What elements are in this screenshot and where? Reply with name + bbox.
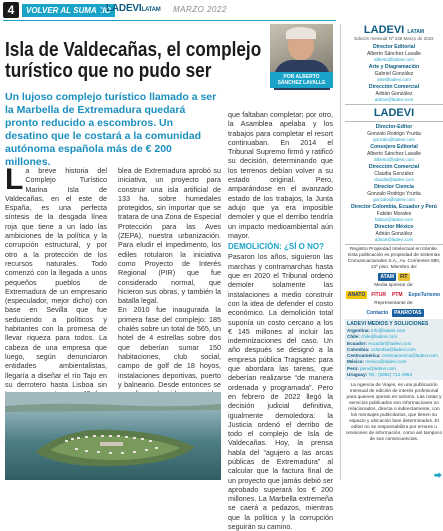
office-row: Chile: chile@ladevi.com xyxy=(347,334,398,340)
staff-role: Dirección Comercial xyxy=(368,164,420,170)
staff-name: Claudia González xyxy=(374,170,414,177)
sponsor-logo: FITUR xyxy=(371,292,386,298)
divider xyxy=(345,104,443,105)
staff-email[interactable]: adrian@ladevi.com xyxy=(374,236,414,242)
column-2-text-b: En 2010 fue inaugurada la primera fase del complejo: 185 chalés sobre un total de 565, un hotel de 4 estrellas sobre dos que deberían sumar 150 habitaciones, club social, campo de golf de 18 hoyos, instalaciones deportivas, puerto y balneario. Desde entonces se xyxy=(118,305,221,389)
staff-email[interactable]: claudia@ladevi.com xyxy=(373,176,415,182)
brand-name: LADEVI xyxy=(106,3,142,14)
legal-notice: Registro Propiedad Intelectual en trámite. Esta publicación es propiedad de Sistemas Comunicacionales S.A., Av. Corrientes 880, 13º piso. Miembro de: xyxy=(347,247,441,270)
staff-name: Alberto Sánchez Lavalle xyxy=(367,50,421,57)
column-2-text: blea de Extremadura aprobó su iniciativa, un proyecto para construir una isla artificial de 133 ha. sobre humedales protegidos, sin importar que se tratara de una Zona de Especial Protección para las Aves (ZEPA), nuestra urbanización. Para eludir el impedimento, los ediles rotularon la iniciativa como Proyecto de Interés Regional (PIR) que fue considerado normal, que hicieron sus obras, y también la batalla legal. xyxy=(118,166,221,306)
representative-label: Representante de: xyxy=(374,301,414,306)
share-icon[interactable]: ⮕ xyxy=(434,471,442,480)
staff-email[interactable]: alberto@ladevi.com xyxy=(374,156,414,162)
divider xyxy=(345,121,443,122)
sidebar-logo xyxy=(345,24,443,36)
column-3-text: que faltaban completar; por otro, la Asamblea apelaba y los trabajos para completar el resort continuaban. En 2014 el Tribunal Supremo firmó y ratificó su decisión, determinando que los terrenos debían volver a su estado original. Pero, amparándose en el avanzado estado de los trabajos, la Junta adujo que ya era imposible demoler y que el derribo tendría un impacto medioambiental aún mayor. xyxy=(228,110,333,240)
staff-role: Consejero Editorial xyxy=(370,144,418,150)
staff-role: Director Editorial xyxy=(372,44,416,50)
staff-role: Dirección Comercial xyxy=(368,84,420,90)
masthead-sidebar xyxy=(340,24,443,480)
rep-logo: PANROTAS xyxy=(394,310,422,316)
staff-name: Alberto Sánchez Lavalle xyxy=(367,150,421,157)
article-title: Isla de Valdecañas, el complejo turístico que no pudo ser xyxy=(5,39,262,82)
header-divider xyxy=(3,20,336,21)
photo-caption: POR ALBERTO SÁNCHEZ LAVALLE xyxy=(270,72,333,88)
office-row: Perú: peru@ladevi.com xyxy=(347,365,396,371)
sponsor-logos xyxy=(345,291,443,299)
staff-name: Gabriel González xyxy=(374,70,414,77)
staff-name: Adrián González xyxy=(375,230,413,237)
disclaimer: La Agencia de Viajes, es una publicación mensual de edición de interés profesional para quienes operan en turismo. Las notas y servicios publicados son informaciones no relacionados, directa o indirectamente, con los mensajes publicitarios, que tienen su espacio y ubicación bien determinados. El editor no se responsabiliza por errores u omisiones de información, como así tampoco de sus consecuencias. xyxy=(345,383,443,443)
staff-role: Director Ciencia xyxy=(374,184,414,190)
author-photo xyxy=(270,24,333,88)
staff-role: Director-Editor xyxy=(375,124,413,130)
sponsor-logo: ANATO xyxy=(347,292,366,298)
staff-name: Fabián Morales xyxy=(376,210,412,217)
office-row: Argentina: info@ladevi.com xyxy=(347,328,406,333)
staff-email[interactable]: adrian@ladevi.com xyxy=(374,96,414,102)
arrow-icon xyxy=(97,4,103,16)
column-1-text: a breve historia del Complejo Turístico Marina Isla de Valdecañas, en el este de España, es una perfecta síntesis de la desgada línea roja que tiene a un lado las ambiciones de la política y la corrupción estructural, y por otro a la protección de los recursos naturales. Todo comenzó con la llegada a unos pequeños pueblos de Extremadura de un empresario (especulador, mejor dicho) con base en Sevilla que fue seduciendo a políticos y habitantes con la promesa de llevar riqueza para todos. La cabeza de una empresa que luego, según denunciaron entidades ambientalistas, llegaría a diseñar el río Tajo en su derrotero hasta Lisboa sin xyxy=(5,166,107,389)
sponsor-logo: ExpoTurismo xyxy=(408,292,441,298)
article-column-3 xyxy=(228,110,333,531)
offices-title: LADEVI MEDIOS Y SOLUCIONES xyxy=(347,321,429,327)
office-row: México: mexico@ladevi.com xyxy=(347,359,407,365)
staff-name: Gonzalo Rodrigo Yrurtia xyxy=(367,130,421,137)
section-heading: DEMOLICIÓN: ¿SÍ O NO? xyxy=(228,242,324,252)
brand-sub: LATAM xyxy=(141,7,161,13)
rep-logos xyxy=(345,309,443,317)
staff-role: Director México xyxy=(374,224,414,230)
back-to-summary-link[interactable]: VOLVER AL SUMARIO xyxy=(22,4,115,17)
dropcap: L xyxy=(5,163,24,196)
sponsor-logo: PTM xyxy=(391,292,403,298)
staff-email[interactable]: arte@ladevi.com xyxy=(377,76,411,82)
staff-name: Gonzalo Rodrigo Yrurtia xyxy=(367,190,421,197)
issue-date: MARZO 2022 xyxy=(173,5,227,14)
office-row: Centroamérica: centroamerica@ladevi.com xyxy=(347,353,438,359)
header-brand xyxy=(106,3,161,14)
staff-name: Adrián González xyxy=(375,90,413,97)
staff-role: Arte y Diagramación xyxy=(368,64,420,70)
article-subtitle: Un lujoso complejo turístico llamado a ser la Marbella de Extremadura quedará pronto reducido a escombros. Un desatino que le costará a la comunidad autónoma española más de € 200 millones. xyxy=(5,91,217,168)
divider xyxy=(345,244,443,245)
sidebar-logo-text: LADEVI xyxy=(363,24,405,36)
member-logos xyxy=(345,273,443,281)
rep-logo: Contacto xyxy=(366,310,389,316)
sidebar-logo-sub: LATAM xyxy=(407,29,425,35)
office-row: Ecuador: ecuador@ladevi.com xyxy=(347,340,412,346)
column-3-text-b: Pasaron los años, siguieron las marchas y contramarchas hasta que en 2020 el Tribunal ordenó demoler solamente las instalaciones a medio construir con la idea de defender el costo económico. La demolición total suponía un costo cercano a los € 145 millones al incluir las indemnizaciones del caso. Un año después se designó a la empresa pública Tragsatec para que abordara las tareas, que deberían realizarse “de manera ordenada y programada”. Pero en febrero de 2022 llegó la decisión judicial definitiva, igualmente demoledora: la Justicia ordenó el derribo de todo el complejo de Isla de Valdecañas. Hoy, la prensa habla del “agujero a las arcas públicas de Extremadura” al calcular que la factura final de un proyecto que jamás debió ser aprobado superará los € 200 millones. La Marbella extremeña se caerá a pedazos, mientras que la política y la corrupción seguirán su camino. xyxy=(228,252,333,531)
staff-email[interactable]: gonzalo@ladevi.com xyxy=(373,136,415,142)
edition-line: Edición mensual Nº 238 Marzo de 2022 xyxy=(354,36,434,41)
sidebar-logo-2: LADEVI xyxy=(373,107,415,119)
office-row: Colombia: colombia@ladevi.com xyxy=(347,346,416,352)
page-number: 4 xyxy=(3,2,19,18)
staff-email[interactable]: gonzalo@ladevi.com xyxy=(373,196,415,202)
staff-role: Director Colombia, Ecuador y Perú xyxy=(351,204,437,210)
media-sponsor-label: Media sponsor de: xyxy=(374,283,414,288)
offices-box xyxy=(345,319,443,380)
member-logo: ATAM xyxy=(380,274,395,280)
member-logo: FIT xyxy=(400,274,408,280)
office-row: Uruguay: Tel.: (5982) 712-4953 xyxy=(347,372,413,378)
aerial-photo xyxy=(5,392,221,480)
staff-email[interactable]: alberto@ladevi.com xyxy=(374,56,414,62)
staff-email[interactable]: fabian@ladevi.com xyxy=(374,216,414,222)
